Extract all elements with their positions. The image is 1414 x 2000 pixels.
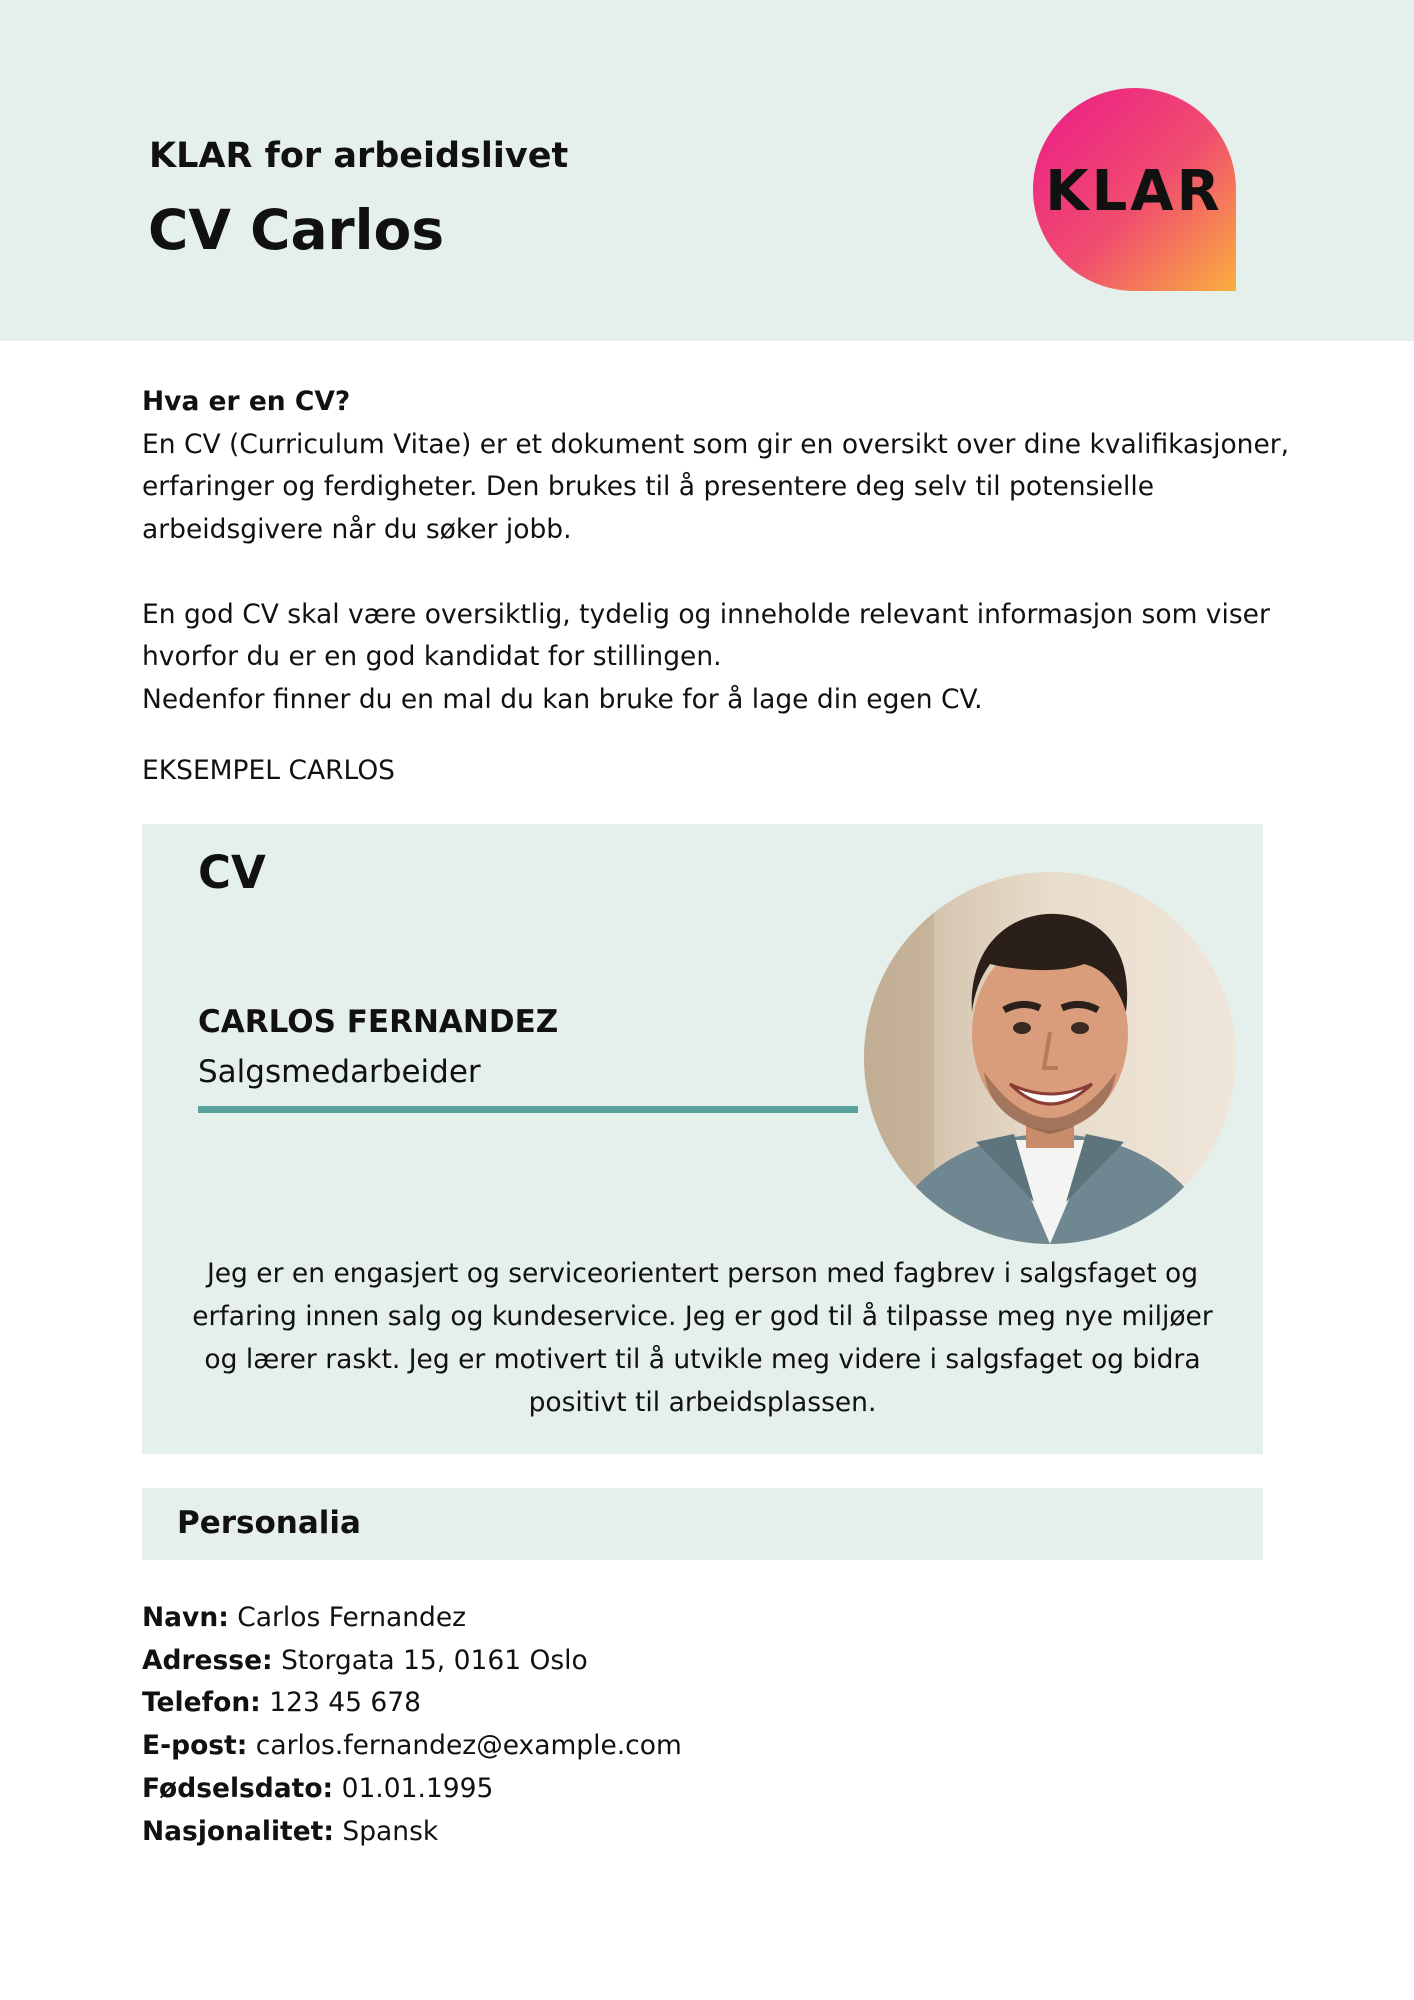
personalia-row-nationality bbox=[142, 1811, 1242, 1854]
personalia-row-phone bbox=[142, 1682, 1242, 1725]
personalia-row-birthdate bbox=[142, 1768, 1242, 1811]
personalia-row-email bbox=[142, 1725, 1242, 1768]
cv-heading: CV bbox=[198, 846, 266, 899]
field-label: Navn: bbox=[142, 1602, 229, 1633]
logo-text: KLAR bbox=[1045, 159, 1223, 224]
intro-paragraph-2: En god CV skal være oversiktlig, tydelig og inneholde relevant informasjon som viser hvorfor du er en god kandidat for stillingen. bbox=[142, 598, 1270, 672]
personalia-row-name bbox=[142, 1597, 1242, 1640]
intro-paragraph-3: Nedenfor finner du en mal du kan bruke for å lage din egen CV. bbox=[142, 683, 983, 715]
field-label: Nasjonalitet: bbox=[142, 1815, 334, 1847]
personalia-header bbox=[142, 1488, 1263, 1560]
field-value: Spansk bbox=[342, 1815, 439, 1847]
field-value: 123 45 678 bbox=[269, 1687, 421, 1719]
field-value: Carlos Fernandez bbox=[237, 1602, 467, 1633]
field-label: E-post: bbox=[142, 1730, 248, 1762]
intro-question: Hva er en CV? bbox=[142, 386, 351, 417]
field-value: carlos.fernandez@example.com bbox=[255, 1730, 682, 1762]
example-label: EKSEMPEL CARLOS bbox=[142, 755, 396, 786]
cv-name: CARLOS FERNANDEZ bbox=[198, 1004, 559, 1040]
intro-section bbox=[142, 381, 1292, 721]
personalia-list bbox=[142, 1597, 1242, 1853]
cv-role: Salgsmedarbeider bbox=[198, 1054, 481, 1090]
page-title: CV Carlos bbox=[148, 198, 445, 262]
field-label: Adresse: bbox=[142, 1644, 273, 1676]
field-value: Storgata 15, 0161 Oslo bbox=[281, 1644, 588, 1676]
field-value: 01.01.1995 bbox=[341, 1772, 494, 1804]
cv-divider bbox=[198, 1106, 858, 1113]
field-label: Fødselsdato: bbox=[142, 1772, 334, 1804]
personalia-title: Personalia bbox=[177, 1505, 361, 1541]
field-label: Telefon: bbox=[142, 1687, 261, 1719]
intro-paragraph-1: En CV (Curriculum Vitae) er et dokument som gir en oversikt over dine kvalifikasjoner, erfaringer og ferdigheter. Den brukes til å presentere deg selv til potensielle arbeidsgivere når du søker jobb. bbox=[142, 428, 1290, 545]
klar-logo bbox=[1033, 88, 1236, 291]
personalia-row-address bbox=[142, 1640, 1242, 1683]
header-kicker: KLAR for arbeidslivet bbox=[149, 136, 569, 176]
cv-card bbox=[142, 824, 1263, 1454]
cv-summary: Jeg er en engasjert og serviceorientert person med fagbrev i salgsfaget og erfaring innen salg og kundeservice. Jeg er god til å tilpasse meg nye miljøer og lærer raskt. Jeg er motivert til å utvikle meg videre i salgsfaget og bidra positivt til arbeidsplassen. bbox=[192, 1258, 1213, 1418]
profile-photo bbox=[864, 872, 1236, 1244]
